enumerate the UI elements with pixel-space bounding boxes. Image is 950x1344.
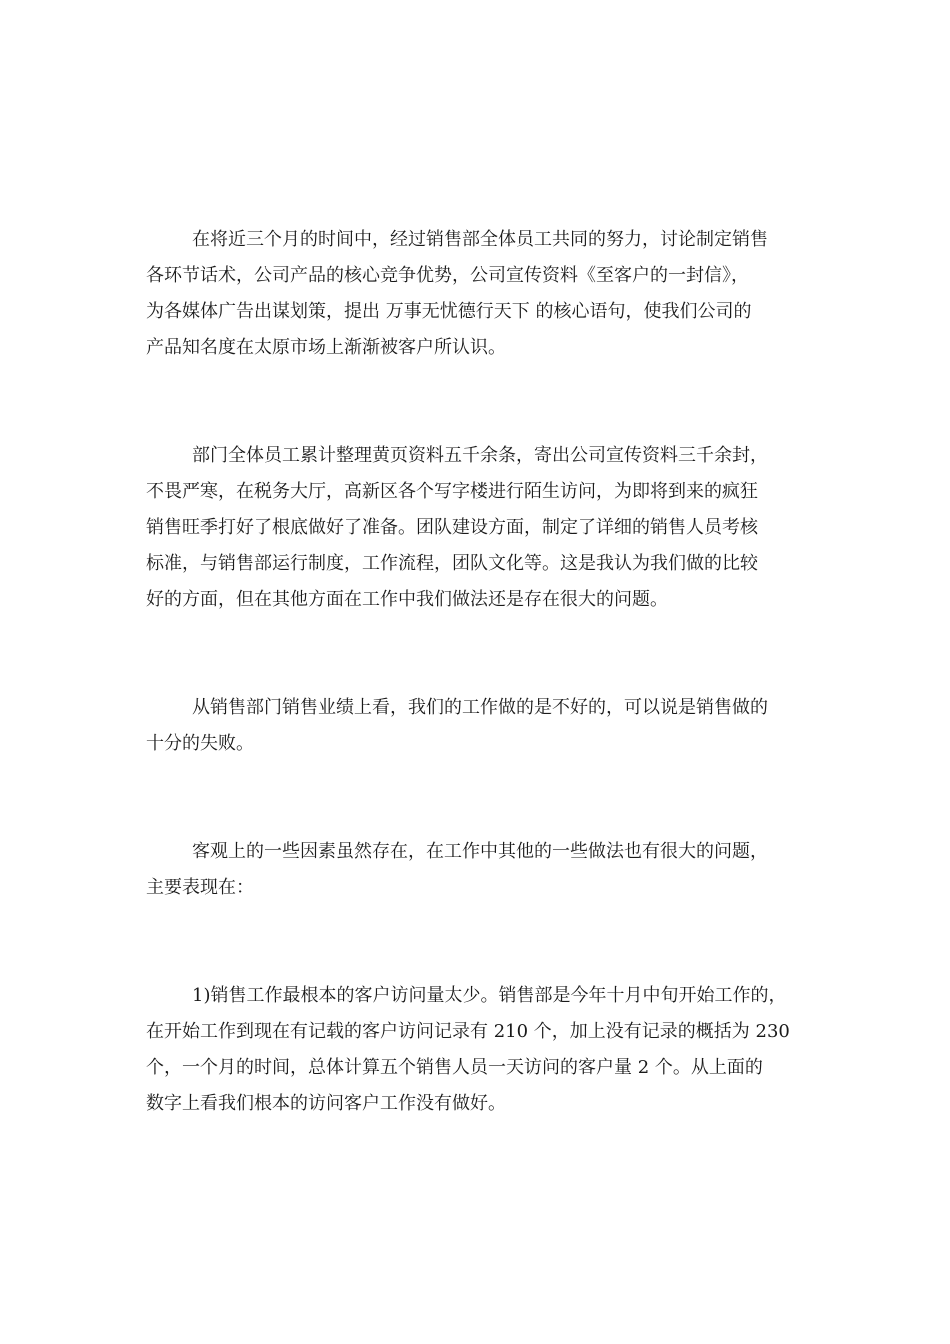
paragraph-line: 个，一个月的时间，总体计算五个销售人员一天访问的客户量 2 个。从上面的 <box>146 1057 763 1078</box>
paragraph-line: 标准，与销售部运行制度，工作流程，团队文化等。这是我认为我们做的比较 <box>146 553 758 574</box>
paragraph-line: 1)销售工作最根本的客户访问量太少。销售部是今年十月中旬开始工作的， <box>192 985 787 1006</box>
paragraph-1 <box>146 222 826 366</box>
paragraph-line: 在将近三个月的时间中，经过销售部全体员工共同的努力，讨论制定销售 <box>192 229 768 250</box>
paragraph-line: 十分的失败。 <box>146 733 254 754</box>
paragraph-line: 客观上的一些因素虽然存在，在工作中其他的一些做法也有很大的问题， <box>192 841 768 862</box>
paragraph-line: 在开始工作到现在有记载的客户访问记录有 210 个，加上没有记录的概括为 230 <box>146 1021 790 1042</box>
paragraph-line: 从销售部门销售业绩上看，我们的工作做的是不好的，可以说是销售做的 <box>192 697 768 718</box>
paragraph-line: 主要表现在： <box>146 877 254 898</box>
paragraph-line: 不畏严寒，在税务大厅，高新区各个写字楼进行陌生访问，为即将到来的疯狂 <box>146 481 758 502</box>
paragraph-line: 销售旺季打好了根底做好了准备。团队建设方面，制定了详细的销售人员考核 <box>146 517 758 538</box>
paragraph-line: 数字上看我们根本的访问客户工作没有做好。 <box>146 1093 506 1114</box>
paragraph-5 <box>146 978 826 1122</box>
paragraph-line: 产品知名度在太原市场上渐渐被客户所认识。 <box>146 337 506 358</box>
paragraph-3 <box>146 690 826 762</box>
paragraph-4 <box>146 834 826 906</box>
paragraph-line: 各环节话术，公司产品的核心竞争优势，公司宣传资料《至客户的一封信》， <box>146 265 749 286</box>
paragraph-line: 部门全体员工累计整理黄页资料五千余条，寄出公司宣传资料三千余封， <box>192 445 768 466</box>
paragraph-line: 好的方面，但在其他方面在工作中我们做法还是存在很大的问题。 <box>146 589 668 610</box>
paragraph-line: 为各媒体广告出谋划策，提出 万事无忧德行天下 的核心语句，使我们公司的 <box>146 301 752 322</box>
paragraph-2 <box>146 438 826 618</box>
